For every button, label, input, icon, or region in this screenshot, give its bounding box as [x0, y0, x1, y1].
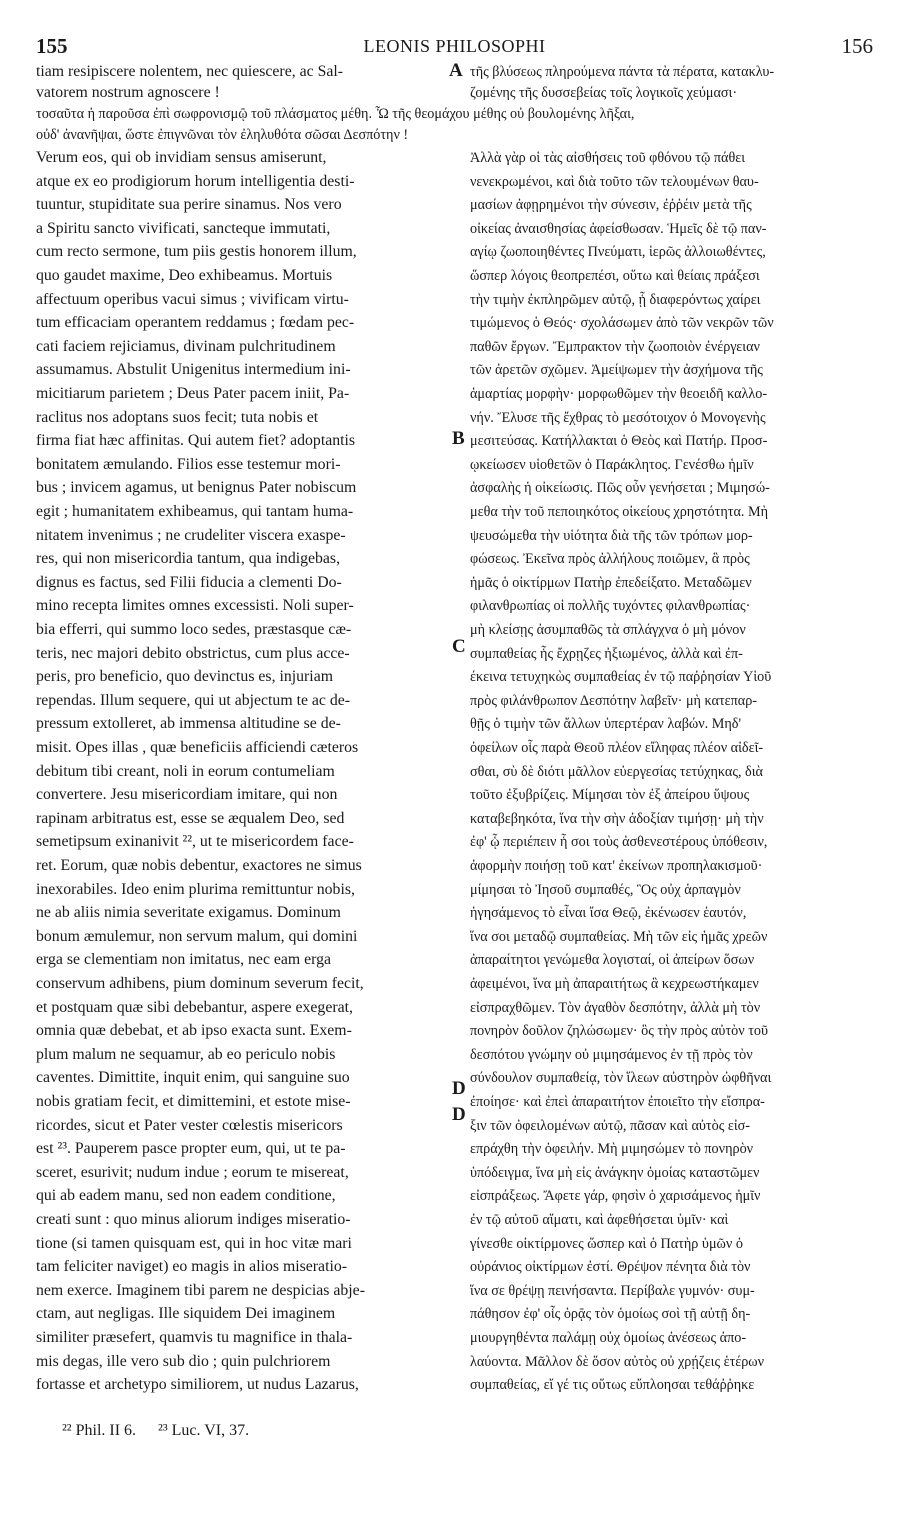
- greek-line: ἡμᾶς ὁ οἰκτίρμων Πατὴρ ἐπεδείξατο. Μεταδῶμεν: [470, 574, 752, 591]
- greek-line: μὴ κλείσῃς ἀσυμπαθῶς τὰ σπλάγχνα ὁ μὴ μόνον: [470, 622, 746, 638]
- margin-marker-a: A: [449, 60, 463, 81]
- latin-line: teris, nec majori debito obstrictus, cum plus acce-: [36, 644, 350, 662]
- greek-line: τοῦτο ἐξυβρίζεις. Μίμησαι τὸν ἐξ ἀπείρου ὕψους: [470, 787, 750, 804]
- latin-line: bia efferri, qui summo loco sedes, præstasque cæ-: [36, 621, 352, 638]
- greek-line: επράχθη τὴν ὀφειλήν. Μὴ μιμησώμεν τὸ πονηρὸν: [470, 1141, 754, 1158]
- greek-line: θῇς ὁ τιμὴν τῶν ἄλλων ὑπερτέραν λαβών. Μηδ': [470, 716, 742, 733]
- latin-line: affectuum operibus vacui simus ; vivificam virtu-: [36, 290, 349, 308]
- greek-line: ῳκείωσεν υἱοθετῶν ὁ Παράκλητος. Γενέσθω ἡμῖν: [470, 456, 754, 473]
- greek-line: συμπαθείας ἧς ἔχρῃζες ἠξιωμένος, ἀλλὰ καὶ ἐπ-: [470, 645, 743, 662]
- intro-greek-line: τῆς βλύσεως πληρούμενα πάντα τὰ πέρατα, κατακλυ-: [470, 64, 775, 80]
- greek-line: αγίῳ ζωοποιηθέντες Πνεύματι, ἱερῶς ἀλλοιωθέντες,: [470, 244, 766, 261]
- greek-line: ἡγησάμενος τὸ εἶναι ἴσα Θεῷ, ἐκένωσεν ἑαυτόν,: [470, 905, 747, 922]
- greek-line: μίμησαι τὸ Ἰησοῦ συμπαθές, Ὃς οὐχ ἁρπαγμὸν: [470, 881, 741, 898]
- greek-line: φιλανθρωπίας οἱ πολλῆς τυχόντες φιλανθρωπίας·: [470, 598, 751, 615]
- latin-line: atque ex eo prodigiorum horum intelligentia desti-: [36, 172, 355, 190]
- latin-line: firma fiat hæc affinitas. Qui autem fiet? adoptantis: [36, 432, 356, 450]
- latin-line: cati faciem rejiciamus, divinam pulchritudinem: [36, 337, 336, 355]
- latin-line: inexorabiles. Ideo enim plurima remittuntur nobis,: [36, 880, 355, 898]
- greek-line: ἐφ' ᾧ περιέπειν ἧ σοι τοὺς ἀσθενεστέρους ὑπόθεσιν,: [470, 834, 768, 851]
- latin-line: nitatem invenimus ; ne crudeliter viscera exaspe-: [36, 526, 346, 544]
- greek-line: τῶν ἀρετῶν σχῶμεν. Ἀμείψωμεν τὴν ἀσχήμονα τῆς: [470, 362, 763, 379]
- footnote: ²³ Luc. VI, 37.: [158, 1422, 250, 1439]
- latin-line: ne ab aliis nimia severitate exigamus. Dominum: [36, 904, 341, 922]
- intro-full-line: τοσαῦτα ἡ παροῦσα ἐπὶ σωφρονισμῷ τοῦ πλάσματος μέθη. Ὦ τῆς θεομάχου μέθης οὐ βουλομένης λῆξαι,: [36, 106, 635, 122]
- greek-line: πάθησον ἐφ' οἷς ὁρᾷς τὸν ὁμοίως σοὶ τῇ αὐτῇ δη-: [470, 1306, 751, 1323]
- latin-line: assumamus. Abstulit Unigenitus intermedium ini-: [36, 361, 351, 379]
- latin-line: ctam, aut negligas. Ille siquidem Dei imaginem: [36, 1305, 336, 1323]
- greek-line: ἵνα σοι μεταδῷ συμπαθείας. Μὴ τῶν εἰς ἡμᾶς χρεῶν: [470, 928, 768, 945]
- greek-line: έκεινα τετυχηκὼς συμπαθείας ἐν τῷ παῤῥησίαν Υἱοῦ: [470, 669, 772, 686]
- greek-line: ὑπόδειγμα, ἵνα μὴ εἰς ἀνάγκην ὁμοίας καταστῶμεν: [470, 1164, 760, 1181]
- page-number-left: 155: [36, 34, 68, 58]
- margin-marker-d: D: [452, 1078, 466, 1099]
- greek-line: τὴν τιμὴν ἐκπληρῶμεν αὐτῷ, ᾗ διαφερόντως χαίρει: [470, 291, 761, 308]
- latin-line: plum malum ne sequamur, ab eo periculo nobis: [36, 1045, 336, 1063]
- greek-line: γίνεσθε οἰκτίρμονες ὥσπερ καὶ ὁ Πατὴρ ὑμῶν ὁ: [470, 1235, 743, 1252]
- latin-line: tum efficaciam operantem reddamus ; fœdam pec-: [36, 314, 355, 332]
- latin-line: tam feliciter naviget) eo magis in alios miseratio-: [36, 1258, 348, 1276]
- latin-line: misit. Opes illas , quæ beneficiis afficiendi cæteros: [36, 739, 359, 756]
- latin-line: a Spiritu sancto vivificati, sancteque immutati,: [36, 219, 331, 237]
- greek-line: ἀπαραίτητοι γενώμεθα λογισταί, οἱ ἀπείρων ὅσων: [470, 952, 755, 969]
- latin-line: cum recto sermone, tum piis gestis honorem illum,: [36, 243, 357, 261]
- latin-line: quo gaudet maxime, Deo exhibeamus. Mortuis: [36, 267, 333, 284]
- greek-line: ἵνα σε θρέψῃ πεινήσαντα. Περίβαλε γυμνόν· συμ-: [470, 1282, 755, 1299]
- greek-line: νενεκρωμένοι, καὶ διὰ τοῦτο τῶν τελουμένων θαυ-: [470, 173, 759, 190]
- latin-line: creati sunt : quo minus aliorum indiges miseratio-: [36, 1211, 351, 1228]
- greek-line: ἐποίησε· καὶ ἐπεὶ ἀπαραιτήτον ἐποιεῖτο τὴν εἴσπρα-: [470, 1094, 765, 1110]
- greek-line: μεσιτεύσας. Κατήλλακται ὁ Θεὸς καὶ Πατήρ. Προσ-: [470, 433, 768, 450]
- latin-line: conservum adhibens, pium dominum severum fecit,: [36, 975, 364, 992]
- latin-line: erga se clementiam non imitatus, nec eam erga: [36, 951, 332, 969]
- margin-marker-b: B: [452, 428, 465, 449]
- greek-line: νήν. Ἔλυσε τῆς ἔχθρας τὸ μεσότοιχον ὁ Μονογενὴς: [470, 409, 766, 426]
- latin-line: debitum tibi creant, noli in eorum contumeliam: [36, 762, 335, 780]
- latin-line: micitiarum parietem ; Deus Pater pacem iniit, Pa-: [36, 385, 350, 402]
- greek-line: μιουργηθέντα παλάμῃ οὐχ ὁμοίως ἀνέσεως ἀπο-: [470, 1330, 747, 1346]
- latin-line: est ²³. Pauperem pasce propter eum, qui, ut te pa-: [36, 1140, 346, 1158]
- latin-line: rapinam arbitratus est, esse se æqualem Deo, sed: [36, 809, 345, 827]
- greek-line: ἐν τῷ αὐτοῦ αἵματι, καὶ ἀφεθήσεται ὑμῖν· καὶ: [470, 1212, 729, 1228]
- greek-line: φώσεως. Ἐκεῖνα πρὸς ἀλλήλους ποιῶμεν, ἃ πρὸς: [470, 551, 750, 568]
- greek-line: πρὸς φιλάνθρωπον Δεσπότην λαβεῖν· μὴ κατεπαρ-: [470, 692, 758, 709]
- running-title: LEONIS PHILOSOPHI: [363, 36, 546, 56]
- latin-line: raclitus nos adoptans suos fecit; tuta nobis et: [36, 408, 319, 426]
- greek-line: ἀφειμένοι, ἵνα μὴ ἀπαραιτήτως ἃ κεχρεωστήκαμεν: [470, 976, 759, 992]
- greek-line: σθαι, σὺ δὲ διότι μᾶλλον εὐεργεσίας τετύχηκας, διὰ: [470, 763, 763, 780]
- latin-line: pressum extolleret, ab immensa altitudine se de-: [36, 715, 341, 733]
- greek-line: εἰσπραχθῶμεν. Τὸν ἀγαθὸν δεσπότην, ἀλλὰ μὴ τὸν: [470, 999, 761, 1016]
- latin-line: ret. Eorum, quæ nobis debentur, exactores ne simus: [36, 857, 362, 874]
- latin-line: Verum eos, qui ob invidiam sensus amiserunt,: [36, 149, 327, 166]
- greek-line: ὀφείλων οἷς παρὰ Θεοῦ πλέον εἴληφας πλέον αἰδεῖ-: [470, 740, 764, 756]
- greek-line: παθῶν ἔργων. Ἔμπρακτον τὴν ζωοποιὸν ἐνέργειαν: [470, 338, 760, 355]
- greek-line: ἁμαρτίας μορφὴν· μορφωθῶμεν τὴν θεοειδῆ καλλο-: [470, 386, 768, 402]
- latin-line: convertere. Jesu misericordiam imitare, qui non: [36, 786, 338, 804]
- margin-marker-c: C: [452, 636, 466, 657]
- latin-line: bus ; invicem agamus, ut benignus Pater nobiscum: [36, 479, 357, 497]
- greek-line: ξιν τῶν ὀφειλομένων αὐτῷ, πᾶσαν καὶ αὐτὸς εἰσ-: [470, 1117, 751, 1134]
- footnote: ²² Phil. II 6.: [62, 1422, 137, 1439]
- latin-line: bonitatem æmulando. Filios esse testemur mori-: [36, 455, 341, 473]
- latin-line: ricordes, sicut et Pater vester cœlestis misericors: [36, 1116, 343, 1134]
- latin-line: tione (si tamen quisquam est, qui in hoc vitæ mari: [36, 1234, 352, 1252]
- greek-line: Ἀλλὰ γὰρ οἱ τὰς αἰσθήσεις τοῦ φθόνου τῷ πάθει: [470, 150, 746, 166]
- latin-line: semetipsum exinanivit ²², ut te misericordem face-: [36, 833, 354, 851]
- greek-line: μασίων ἀφῃρημένοι τὴν σύνεσιν, ἐῤῥέιν μετὰ τῆς: [470, 197, 752, 214]
- latin-line: nem exerce. Imaginem tibi parem ne despicias abje-: [36, 1281, 365, 1299]
- intro-greek-line: ζομένης τῆς δυσσεβείας τοῖς λογικοῖς χεύμασι·: [470, 85, 738, 101]
- greek-line: σύνδουλον συμπαθείᾳ, τὸν ἵλεων αὐστηρὸν ὠφθῆναι: [470, 1070, 772, 1087]
- latin-line: bonum æmulemur, non servum malum, qui domini: [36, 927, 358, 945]
- greek-line: συμπαθείας, εἴ γέ τις οὕτως εὔπλοησαι τεθάῤῥηκε: [470, 1377, 755, 1394]
- latin-line: fortasse et archetypo similiorem, ut nudus Lazarus,: [36, 1376, 359, 1394]
- latin-line: mino recepta limites omnes excessisti. Noli super-: [36, 597, 354, 615]
- latin-line: qui ab eadem manu, sed non eadem conditione,: [36, 1187, 336, 1205]
- greek-line: ψευσώμεθα τὴν υἱότητα διὰ τῆς τῶν τρόπων μορ-: [470, 527, 753, 544]
- greek-line: ὥσπερ λόγοις θεοπρεπέσι, οὕτω καὶ θείαις πράξεσι: [470, 268, 760, 284]
- latin-line: peris, pro beneficio, quo devinctus es, injuriam: [36, 668, 333, 686]
- greek-line: καταβεβηκότα, ἵνα τὴν σὴν ἀδοξίαν τιμήσῃ· μὴ τὴν: [470, 810, 764, 827]
- latin-line: similiter præsefert, quamvis tu magnifice in thala-: [36, 1329, 353, 1346]
- greek-line: ἀφορμὴν ποιήσῃ τοῦ κατ' ἐκείνων προπηλακισμοῦ·: [470, 858, 763, 874]
- running-header: [36, 34, 873, 60]
- footnotes: [62, 1422, 267, 1440]
- intro-full-line: οὐδ' ἀνανῆψαι, ὥστε ἐπιγνῶναι τὸν ἐληλυθότα σῶσαι Δεσπότην !: [36, 127, 409, 143]
- page-number-right: 156: [841, 34, 873, 58]
- latin-line: mis degas, ille vero sub dio ; quin pulchriorem: [36, 1352, 331, 1370]
- greek-line: λαύοντα. Μᾶλλον δὲ ὅσον αὐτὸς οὐ χρῄζεις ἑτέρων: [470, 1353, 765, 1370]
- greek-line: εἰσπράξεως. Ἄφετε γάρ, φησὶν ὁ χαρισάμενος ἡμῖν: [470, 1188, 761, 1205]
- latin-line: tuuntur, stupiditate sua perire sinamus. Nos vero: [36, 196, 342, 214]
- latin-line: res, qui non misericordia tantum, qua indigebas,: [36, 550, 341, 568]
- greek-line: οἰκείας ἀναισθησίας ἀφείσθωσαν. Ἡμεῖς δὲ τῷ παν-: [470, 220, 767, 237]
- greek-line: δεσπότου γνώμην οὐ μιμησάμενος ἐν τῇ πρὸς τὸν: [470, 1046, 753, 1063]
- latin-line: sceret, esurivit; nudum indue ; eorum te misereat,: [36, 1163, 349, 1181]
- latin-line: caventes. Dimittite, inquit enim, qui sanguine suo: [36, 1069, 350, 1087]
- margin-marker-d: D: [452, 1104, 466, 1125]
- intro-latin-line: tiam resipiscere nolentem, nec quiescere, ac Sal-: [36, 63, 344, 80]
- greek-line: τιμώμενος ὁ Θεός· σχολάσωμεν ἀπὸ τῶν νεκρῶν τῶν: [470, 315, 774, 332]
- greek-line: ἀσφαλὴς ἡ οἰκείωσις. Πῶς οὖν γενήσεται ; Μιμησώ-: [470, 480, 770, 497]
- intro-latin-line: vatorem nostrum agnoscere !: [36, 84, 220, 101]
- latin-line: egit ; humanitatem exhibeamus, qui tantam huma-: [36, 503, 354, 520]
- greek-line: μεθα τὴν τοῦ πεποιηκότος οἰκείους χρηστότητα. Μὴ: [470, 504, 769, 520]
- latin-line: rependas. Illum sequere, qui ut abjectum te ac de-: [36, 691, 351, 709]
- greek-line: πονηρὸν δοῦλον ζηλώσωμεν· ὃς τὴν πρὸς αὐτὸν τοῦ: [470, 1023, 769, 1040]
- latin-line: nobis gratiam fecit, et dimittemini, et estote mise-: [36, 1093, 351, 1110]
- greek-line: οὐράνιος οἰκτίρμων ἐστί. Θρέψον πένητα διὰ τὸν: [470, 1259, 751, 1276]
- latin-line: et postquam quæ sibi debebantur, aspere exegerat,: [36, 998, 353, 1016]
- latin-line: omnia quæ debebat, et ab ipso exacta sunt. Exem-: [36, 1022, 352, 1040]
- latin-line: dignus es factus, sed Filii fiducia a clementi Do-: [36, 573, 342, 591]
